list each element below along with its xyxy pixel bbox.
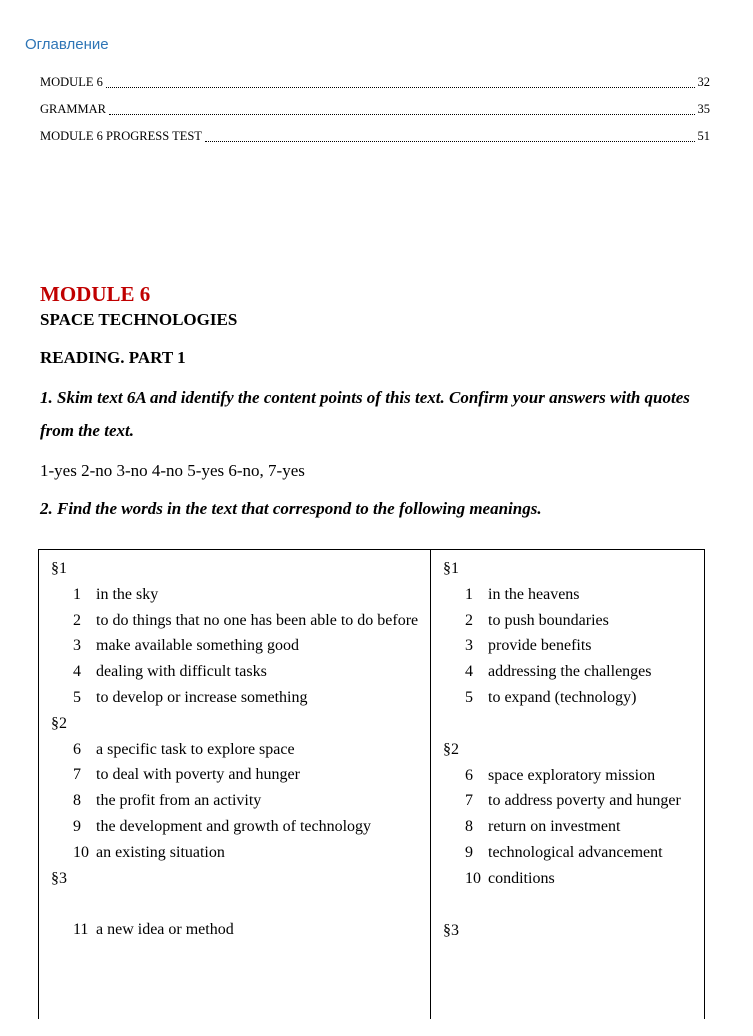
- item-text: an existing situation: [96, 843, 225, 861]
- vocab-column-words: [431, 550, 704, 1019]
- list-item: [443, 685, 694, 711]
- item-text: a new idea or method: [96, 921, 234, 939]
- toc-page-number: 35: [697, 102, 710, 116]
- toc-entry-label: MODULE 6 PROGRESS TEST: [40, 129, 202, 143]
- item-text: in the heavens: [488, 585, 580, 603]
- toc-dot-leader: [109, 114, 695, 115]
- item-number: 8: [73, 792, 81, 810]
- item-number: 7: [465, 792, 473, 810]
- toc-list: [40, 68, 710, 149]
- vocab-column-definitions: [39, 550, 431, 1019]
- toc-entry-label: GRAMMAR: [40, 102, 106, 116]
- toc-dot-leader: [106, 87, 695, 88]
- item-text: to push boundaries: [488, 611, 609, 629]
- list-item: [51, 737, 420, 763]
- item-number: 8: [465, 818, 473, 836]
- paragraph-header-1: §1: [51, 560, 67, 577]
- item-text: technological advancement: [488, 843, 663, 861]
- item-text: in the sky: [96, 585, 159, 603]
- item-text: to address poverty and hunger: [488, 792, 681, 810]
- list-item: [51, 917, 420, 943]
- toc-dot-leader: [205, 141, 695, 142]
- list-item: [443, 763, 694, 789]
- vocab-table: [38, 549, 705, 1019]
- document-page: [0, 36, 753, 1036]
- list-item: [443, 633, 694, 659]
- list-item: [51, 788, 420, 814]
- item-text: the profit from an activity: [96, 792, 262, 810]
- item-text: to expand (technology): [488, 688, 637, 706]
- item-number: 7: [73, 766, 81, 784]
- item-number: 5: [465, 688, 473, 706]
- task-2-text: 2. Find the words in the text that correspond to the following meanings.: [40, 499, 542, 518]
- list-item: [443, 840, 694, 866]
- item-text: conditions: [488, 869, 555, 887]
- item-text: make available something good: [96, 637, 300, 655]
- item-text: the development and growth of technology: [96, 817, 372, 835]
- toc-entry-label: MODULE 6: [40, 75, 103, 89]
- item-text: addressing the challenges: [488, 663, 652, 681]
- item-number: 6: [465, 766, 473, 784]
- item-number: 10: [73, 843, 89, 861]
- task-1-answers: 1-yes 2-no 3-no 4-no 5-yes 6-no, 7-yes: [40, 461, 305, 480]
- list-item: [51, 762, 420, 788]
- item-number: 9: [465, 843, 473, 861]
- list-item: [51, 659, 420, 685]
- list-item: [51, 685, 420, 711]
- toc-heading: Оглавление: [25, 36, 109, 53]
- item-text: a specific task to explore space: [96, 740, 295, 758]
- task-1-text: 1. Skim text 6A and identify the content points of this text. Confirm your answers with quotes from the text.: [40, 388, 690, 440]
- item-number: 3: [73, 637, 81, 655]
- item-number: 1: [73, 585, 81, 603]
- list-item: [51, 814, 420, 840]
- paragraph-header-2: §2: [51, 714, 67, 732]
- toc-entry-module-6[interactable]: [40, 68, 710, 95]
- list-item: [443, 608, 694, 634]
- toc-page-number: 32: [697, 75, 710, 89]
- list-item: [443, 582, 694, 608]
- module-title: MODULE 6: [40, 282, 151, 306]
- list-item: [51, 582, 420, 608]
- item-text: return on investment: [488, 818, 621, 836]
- paragraph-header-3: §3: [443, 921, 459, 939]
- list-item: [51, 608, 420, 634]
- item-number: 2: [73, 611, 81, 629]
- item-number: 1: [465, 585, 473, 603]
- item-number: 3: [465, 637, 473, 655]
- list-item: [443, 814, 694, 840]
- toc-entry-progress-test[interactable]: [40, 122, 710, 149]
- item-number: 4: [465, 663, 473, 681]
- page-content: [40, 281, 705, 525]
- toc-page-number: 51: [697, 129, 710, 143]
- item-text: provide benefits: [488, 637, 592, 655]
- item-text: to develop or increase something: [96, 688, 308, 706]
- paragraph-header-1: §1: [443, 560, 459, 577]
- list-item: [51, 840, 420, 866]
- item-text: to do things that no one has been able to do before: [96, 611, 419, 629]
- toc-entry-grammar[interactable]: [40, 95, 710, 122]
- list-item: [443, 659, 694, 685]
- item-text: dealing with difficult tasks: [96, 663, 267, 681]
- item-number: 2: [465, 611, 473, 629]
- paragraph-header-3: §3: [51, 869, 67, 887]
- item-number: 11: [73, 921, 89, 939]
- list-item: [443, 788, 694, 814]
- module-subtitle: SPACE TECHNOLOGIES: [40, 310, 238, 329]
- item-number: 6: [73, 740, 81, 758]
- item-number: 9: [73, 817, 81, 835]
- list-item: [443, 866, 694, 892]
- item-text: to deal with poverty and hunger: [96, 766, 300, 784]
- item-number: 4: [73, 663, 81, 681]
- list-item: [51, 633, 420, 659]
- paragraph-header-2: §2: [443, 740, 459, 758]
- item-number: 10: [465, 869, 481, 887]
- item-text: space exploratory mission: [488, 766, 656, 784]
- section-heading: READING. PART 1: [40, 348, 186, 367]
- item-number: 5: [73, 688, 81, 706]
